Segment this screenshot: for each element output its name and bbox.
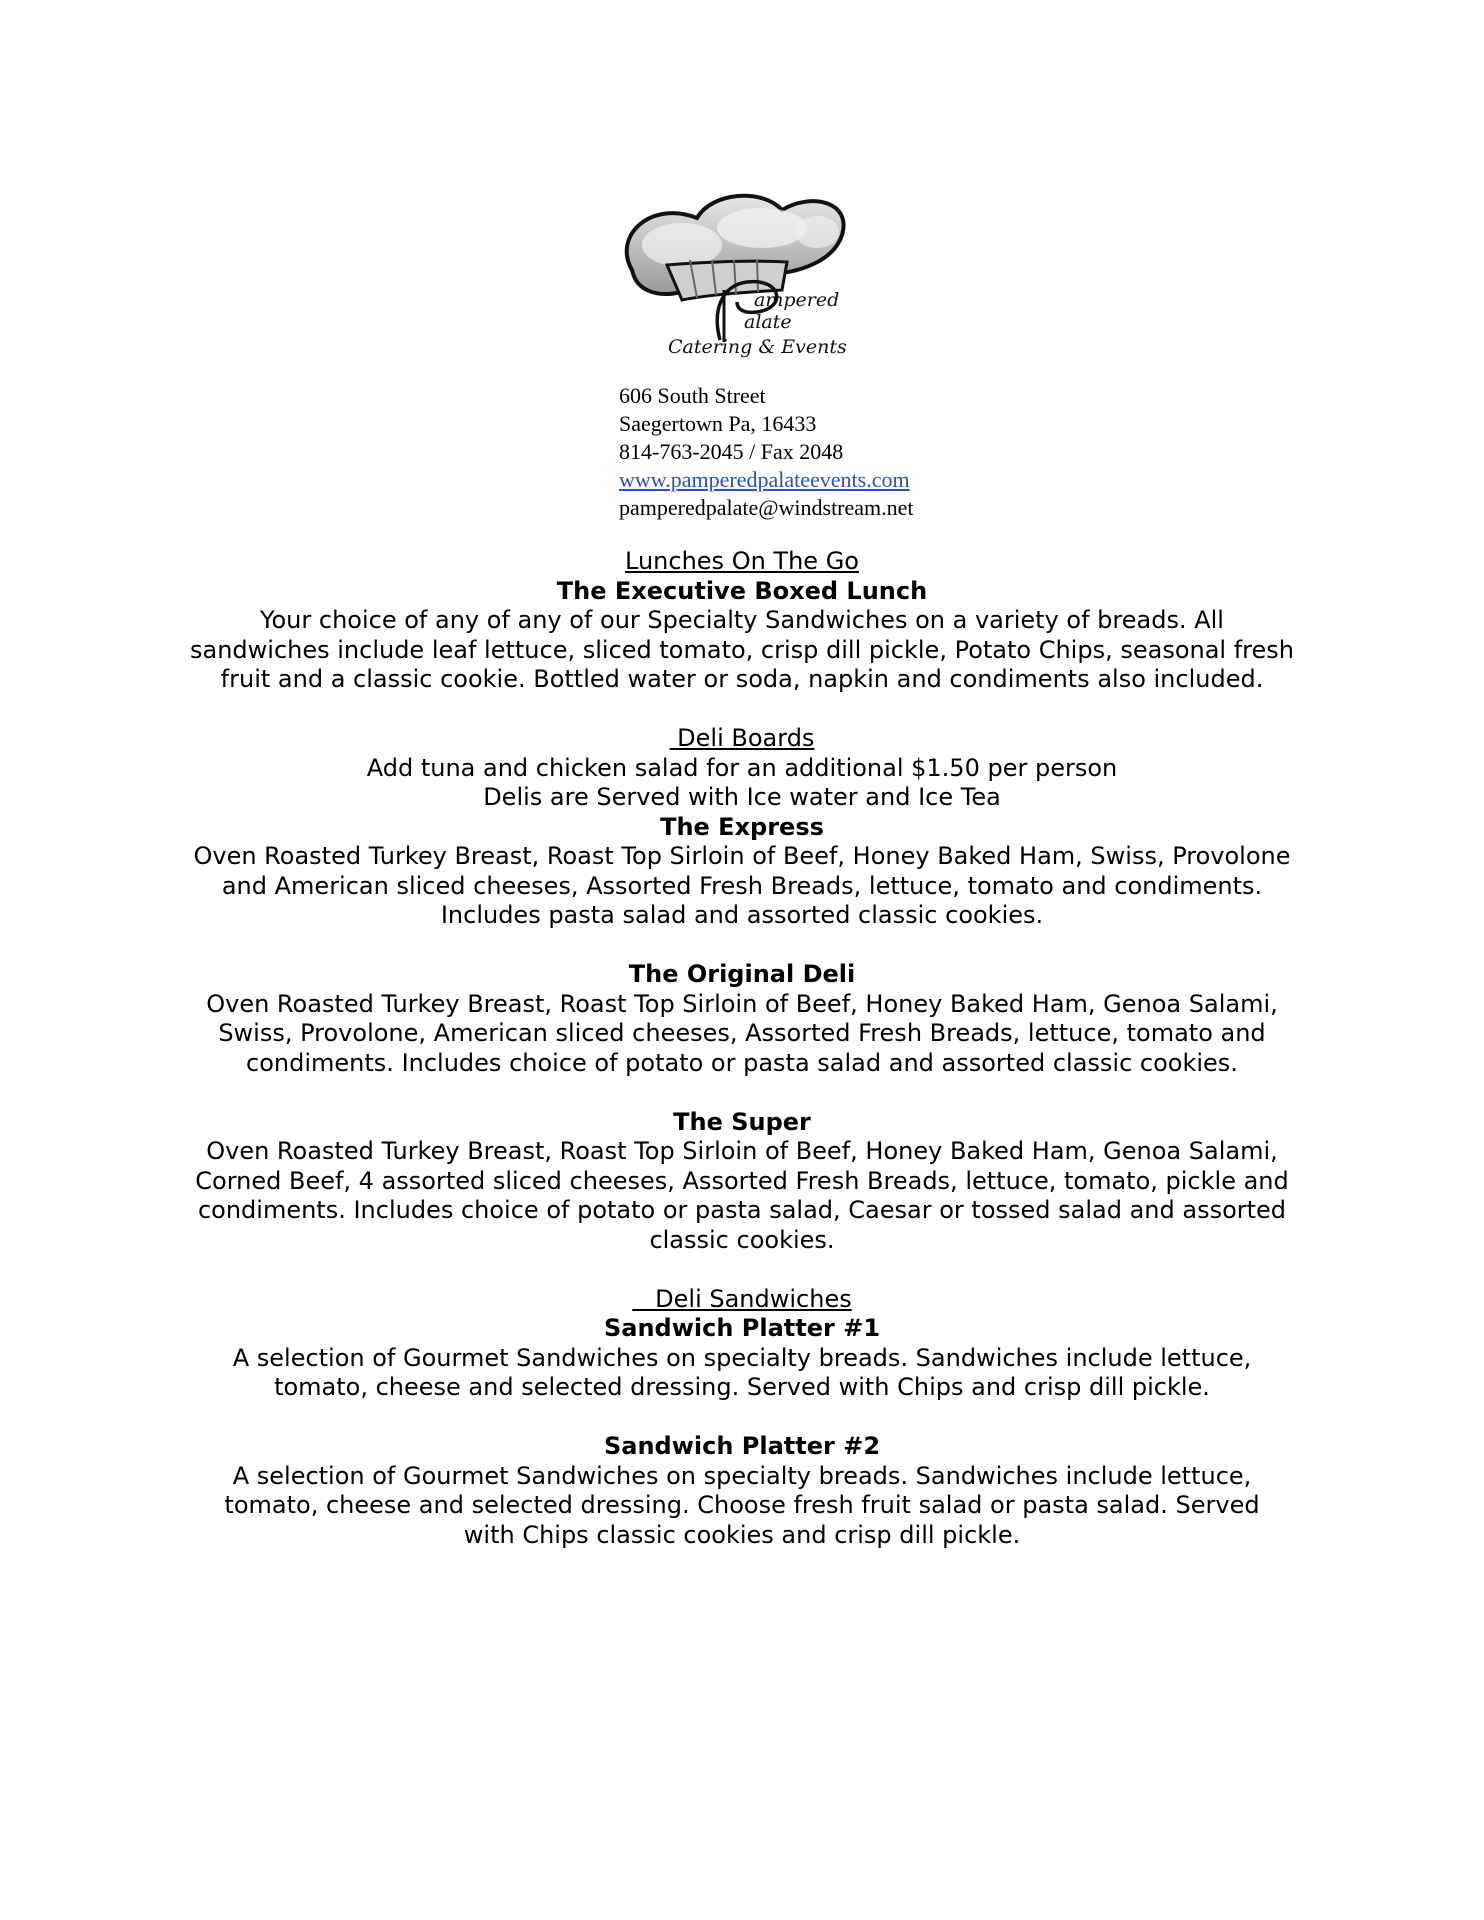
- lunch-description-line: sandwiches include leaf lettuce, sliced tomato, crisp dill pickle, Potato Chips, seasonal fresh: [189, 635, 1294, 664]
- original-deli-description-line: condiments. Includes choice of potato or pasta salad and assorted classic cookies.: [246, 1048, 1238, 1077]
- express-description-line: Oven Roasted Turkey Breast, Roast Top Sirloin of Beef, Honey Baked Ham, Swiss, Provolone: [193, 842, 1291, 870]
- platter-1-description-line: A selection of Gourmet Sandwiches on specialty breads. Sandwiches include lettuce,: [232, 1343, 1252, 1372]
- email-address: pamperedpalate@windstream.net: [619, 495, 914, 520]
- super-description-line: classic cookies.: [649, 1225, 835, 1254]
- city-address: Saegertown Pa, 16433: [619, 411, 817, 436]
- menu-content: [150, 547, 1334, 1550]
- deli-boards-heading: Deli Boards: [669, 724, 815, 752]
- contact-block: [619, 382, 914, 522]
- logo-text-line1: ampered: [754, 289, 840, 311]
- express-description-line: Includes pasta salad and assorted classic cookies.: [440, 901, 1044, 929]
- executive-lunch-title: The Executive Boxed Lunch: [556, 576, 928, 605]
- platter-2-description-line: A selection of Gourmet Sandwiches on specialty breads. Sandwiches include lettuce,: [232, 1461, 1252, 1490]
- original-deli-description-line: Oven Roasted Turkey Breast, Roast Top Sirloin of Beef, Honey Baked Ham, Genoa Salami,: [206, 989, 1278, 1018]
- website-link[interactable]: www.pamperedpalateevents.com: [619, 467, 910, 492]
- platter-1-title: Sandwich Platter #1: [603, 1314, 881, 1342]
- street-address: 606 South Street: [619, 383, 766, 408]
- super-description-line: Oven Roasted Turkey Breast, Roast Top Sirloin of Beef, Honey Baked Ham, Genoa Salami,: [206, 1137, 1278, 1165]
- platter-1-description-line: tomato, cheese and selected dressing. Served with Chips and crisp dill pickle.: [274, 1373, 1210, 1401]
- chef-hat-logo: [612, 190, 892, 360]
- platter-2-description-line: tomato, cheese and selected dressing. Choose fresh fruit salad or pasta salad. Served: [224, 1491, 1260, 1519]
- lunch-description-line: fruit and a classic cookie. Bottled water or soda, napkin and condiments also included.: [220, 665, 1264, 693]
- lunches-heading: Lunches On The Go: [625, 547, 859, 575]
- original-deli-title: The Original Deli: [628, 960, 856, 988]
- chef-hat-icon: [612, 190, 892, 360]
- super-description-line: condiments. Includes choice of potato or pasta salad, Caesar or tossed salad and assorted: [197, 1196, 1287, 1224]
- platter-2-description-line: with Chips classic cookies and crisp dill pickle.: [463, 1520, 1021, 1549]
- logo-text-line3: Catering & Events: [668, 336, 847, 358]
- original-deli-description-line: Swiss, Provolone, American sliced cheeses, Assorted Fresh Breads, lettuce, tomato and: [218, 1019, 1266, 1047]
- deli-sandwiches-heading: Deli Sandwiches: [632, 1284, 852, 1313]
- super-description-line: Corned Beef, 4 assorted sliced cheeses, Assorted Fresh Breads, lettuce, tomato, pickle and: [195, 1166, 1289, 1195]
- platter-2-title: Sandwich Platter #2: [603, 1432, 881, 1460]
- express-title: The Express: [660, 812, 824, 841]
- deli-boards-note: Delis are Served with Ice water and Ice Tea: [483, 783, 1001, 811]
- deli-boards-note: Add tuna and chicken salad for an additional $1.50 per person: [366, 753, 1118, 782]
- logo-text-line2: alate: [744, 311, 792, 333]
- express-description-line: and American sliced cheeses, Assorted Fresh Breads, lettuce, tomato and condiments.: [221, 871, 1263, 900]
- super-title: The Super: [673, 1107, 811, 1136]
- phone-fax: 814-763-2045 / Fax 2048: [619, 439, 844, 464]
- lunch-description-line: Your choice of any of any of our Specialty Sandwiches on a variety of breads. All: [260, 606, 1224, 634]
